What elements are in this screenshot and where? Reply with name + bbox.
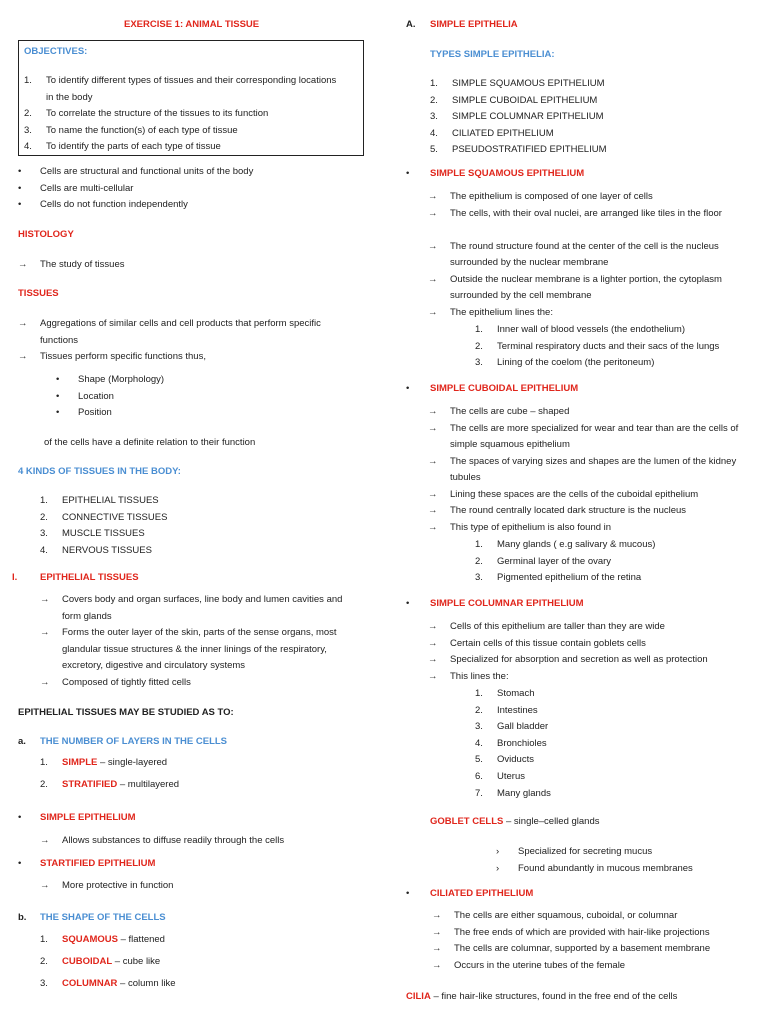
list-item: • SIMPLE CUBOIDAL EPITHELIUM xyxy=(406,381,746,398)
arrow-icon: → xyxy=(18,259,28,270)
chevron-right-icon: › xyxy=(496,846,500,857)
goblet-cells-definition: GOBLET CELLS – single–celled glands xyxy=(430,816,600,827)
list-item: • Shape (Morphology) xyxy=(56,372,256,389)
list-item: → The spaces of varying sizes and shapes are the lumen of the kidney tubules xyxy=(428,455,737,484)
types-list xyxy=(430,76,730,159)
cell-bullets xyxy=(18,164,358,214)
list-item: • CILIATED EPITHELIUM xyxy=(406,886,746,903)
tissues-heading: TISSUES xyxy=(18,288,59,299)
arrow-icon: → xyxy=(432,943,442,955)
list-item: 2. CUBOIDAL – cube like xyxy=(40,956,161,967)
bullet-icon: • xyxy=(18,166,22,177)
list-item: → Forms the outer layer of the skin, parts of the sense organs, most glandular tissue structures & the inner linings of the respiratory, excretory, digestive and circulatory systems xyxy=(40,627,337,671)
list-item: → The study of tissues xyxy=(18,257,358,274)
list-item: → The round structure found at the center of the cell is the nucleus surrounded by the nuclear membrane xyxy=(428,240,719,269)
section-a-label: A. xyxy=(406,19,416,30)
list-item: 1. SQUAMOUS – flattened xyxy=(40,934,165,945)
list-item: → The cells, with their oval nuclei, are arranged like tiles in the floor xyxy=(428,206,758,239)
types-heading: TYPES SIMPLE EPITHELIA: xyxy=(430,49,555,60)
list-item: 4. NERVOUS TISSUES xyxy=(40,544,152,556)
list-item: 4. Bronchioles xyxy=(475,737,547,749)
list-item: 3. To name the function(s) of each type of tissue xyxy=(24,124,238,136)
bullet-icon: • xyxy=(406,168,410,179)
arrow-icon: → xyxy=(40,835,50,846)
list-item: → Cells of this epithelium are taller than they are wide xyxy=(428,619,758,636)
epithelial-list xyxy=(40,592,362,691)
simple-epithelium-section xyxy=(18,810,358,827)
subsection-a-label: a. xyxy=(18,736,26,747)
list-item: 3. MUSCLE TISSUES xyxy=(40,528,145,540)
ciliated-section xyxy=(406,886,746,903)
list-item: › Specialized for secreting mucus xyxy=(496,844,756,861)
list-item: 5. Oviducts xyxy=(475,754,534,766)
arrow-icon: → xyxy=(432,926,442,938)
arrow-icon: → xyxy=(428,240,438,252)
cuboidal-section xyxy=(406,381,746,398)
bullet-icon: • xyxy=(406,383,410,394)
list-item: → This lines the: xyxy=(428,669,758,686)
list-item: 2. To correlate the structure of the tissues to its function xyxy=(24,108,269,119)
simple-epithelium-list xyxy=(40,833,360,850)
stratified-epithelium-list xyxy=(40,878,360,895)
arrow-icon: → xyxy=(428,521,438,533)
arrow-icon: → xyxy=(428,306,438,318)
list-item: 4. CILIATED EPITHELIUM xyxy=(430,127,554,139)
arrow-icon: → xyxy=(428,273,438,285)
cilia-definition: CILIA – fine hair-like structures, found in the free end of the cells xyxy=(406,991,678,1002)
tissues-note: of the cells have a definite relation to their function xyxy=(44,437,256,448)
columnar-sublist xyxy=(475,686,755,802)
list-item: 1. SIMPLE SQUAMOUS EPITHELIUM xyxy=(430,78,605,89)
list-item: • SIMPLE SQUAMOUS EPITHELIUM xyxy=(406,166,746,183)
list-item: → The cells are columnar, supported by a basement membrane xyxy=(432,941,762,958)
arrow-icon: → xyxy=(428,207,438,219)
arrow-icon: → xyxy=(18,318,28,329)
squamous-list xyxy=(428,189,758,321)
layers-list xyxy=(40,755,340,794)
list-item: 2. Germinal layer of the ovary xyxy=(475,555,612,567)
cuboidal-list xyxy=(428,404,758,536)
list-item: • Position xyxy=(56,405,256,422)
columnar-section xyxy=(406,596,746,613)
tissues-sublist xyxy=(56,372,256,422)
bullet-icon: • xyxy=(406,888,410,899)
list-item: → Composed of tightly fitted cells xyxy=(40,675,362,692)
arrow-icon: → xyxy=(428,621,438,632)
cuboidal-sublist xyxy=(475,537,755,587)
list-item: → The cells are cube – shaped xyxy=(428,404,758,421)
bullet-icon: • xyxy=(406,598,410,609)
list-item: • STARTIFIED EPITHELIUM xyxy=(18,856,358,873)
list-item: 3. Lining of the coelom (the peritoneum) xyxy=(475,357,655,369)
list-item: → Lining these spaces are the cells of the cuboidal epithelium xyxy=(428,487,758,504)
list-item: 2. Intestines xyxy=(475,704,538,716)
arrow-icon: → xyxy=(428,654,438,666)
objectives-list xyxy=(24,73,354,156)
arrow-icon: → xyxy=(18,351,28,362)
list-item: → More protective in function xyxy=(40,878,360,895)
list-item: 7. Many glands xyxy=(475,787,551,799)
list-item: • Cells are multi-cellular xyxy=(18,181,358,198)
list-item: 5. PSEUDOSTRATIFIED EPITHELIUM xyxy=(430,144,607,156)
list-item: → Allows substances to diffuse readily through the cells xyxy=(40,833,360,850)
arrow-icon: → xyxy=(428,488,438,500)
goblet-list xyxy=(496,844,756,877)
list-item: 2. CONNECTIVE TISSUES xyxy=(40,511,168,523)
list-item: → The epithelium lines the: xyxy=(428,305,758,322)
list-item: → Specialized for absorption and secretion as well as protection xyxy=(428,652,758,669)
page-title: EXERCISE 1: ANIMAL TISSUE xyxy=(124,19,260,30)
histology-heading: HISTOLOGY xyxy=(18,229,74,240)
arrow-icon: → xyxy=(40,676,50,688)
list-item: 4. To identify the parts of each type of tissue xyxy=(24,141,221,153)
arrow-icon: → xyxy=(432,910,442,921)
list-item: 3. Gall bladder xyxy=(475,721,549,733)
list-item: 1. Inner wall of blood vessels (the endothelium) xyxy=(475,324,685,335)
section-i-heading: EPITHELIAL TISSUES xyxy=(40,572,139,583)
arrow-icon: → xyxy=(40,594,50,605)
bullet-icon: • xyxy=(56,390,60,402)
bullet-icon: • xyxy=(18,199,22,211)
list-item: 1. SIMPLE – single-layered xyxy=(40,757,168,768)
list-item: → This type of epithelium is also found in xyxy=(428,520,758,537)
list-item: → Tissues perform specific functions thus, xyxy=(18,349,358,366)
arrow-icon: → xyxy=(428,455,438,467)
arrow-icon: → xyxy=(428,191,438,202)
arrow-icon: → xyxy=(432,959,442,971)
list-item: 2. STRATIFIED – multilayered xyxy=(40,779,180,790)
list-item: 1. To identify different types of tissues and their corresponding locations in the body xyxy=(24,75,337,103)
arrow-icon: → xyxy=(428,406,438,417)
arrow-icon: → xyxy=(428,670,438,682)
list-item: 6. Uterus xyxy=(475,770,525,782)
list-item: → Covers body and organ surfaces, line body and lumen cavities and form glands xyxy=(40,594,343,622)
subsection-a-heading: THE NUMBER OF LAYERS IN THE CELLS xyxy=(40,736,228,747)
list-item: 1. Stomach xyxy=(475,688,535,699)
shapes-list xyxy=(40,932,340,993)
subsection-b-label: b. xyxy=(18,912,27,923)
stratified-epithelium-section xyxy=(18,856,358,873)
list-item: → Outside the nuclear membrane is a lighter portion, the cytoplasm surrounded by the cell membrane xyxy=(428,273,722,302)
arrow-icon: → xyxy=(428,505,438,517)
kinds-heading: 4 KINDS OF TISSUES IN THE BODY: xyxy=(18,466,181,477)
list-item: • Cells do not function independently xyxy=(18,197,358,214)
subsection-b-heading: THE SHAPE OF THE CELLS xyxy=(40,912,166,923)
objectives-heading: OBJECTIVES: xyxy=(24,46,88,57)
bullet-icon: • xyxy=(18,182,22,194)
list-item: • Cells are structural and functional units of the body xyxy=(18,164,358,181)
list-item: › Found abundantly in mucous membranes xyxy=(496,861,756,878)
kinds-list xyxy=(40,493,340,559)
list-item: → The epithelium is composed of one layer of cells xyxy=(428,189,758,206)
bullet-icon: • xyxy=(56,407,60,419)
list-item: → The cells are more specialized for wear and tear than are the cells of simple squamous epithelium xyxy=(428,422,739,451)
arrow-icon: → xyxy=(40,627,50,638)
list-item: → The round centrally located dark structure is the nucleus xyxy=(428,503,758,520)
chevron-right-icon: › xyxy=(496,862,500,874)
list-item: 2. SIMPLE CUBOIDAL EPITHELIUM xyxy=(430,94,598,106)
tissues-list xyxy=(18,316,358,366)
section-i-number: I. xyxy=(12,572,18,583)
arrow-icon: → xyxy=(40,880,50,891)
list-item: 3. SIMPLE COLUMNAR EPITHELIUM xyxy=(430,111,604,123)
arrow-icon: → xyxy=(428,637,438,649)
list-item: 1. Many glands ( e.g salivary & mucous) xyxy=(475,539,656,550)
list-item: → Aggregations of similar cells and cell products that perform specific functions xyxy=(18,318,321,346)
list-item: 3. Pigmented epithelium of the retina xyxy=(475,572,642,584)
bullet-icon: • xyxy=(18,858,22,869)
squamous-section xyxy=(406,166,746,183)
list-item: 1. EPITHELIAL TISSUES xyxy=(40,495,159,506)
list-item: 2. Terminal respiratory ducts and their sacs of the lungs xyxy=(475,340,720,352)
squamous-sublist xyxy=(475,322,755,372)
list-item: → The cells are either squamous, cuboidal, or columnar xyxy=(432,908,762,925)
list-item: 3. COLUMNAR – column like xyxy=(40,978,176,989)
list-item: • SIMPLE COLUMNAR EPITHELIUM xyxy=(406,596,746,613)
studied-heading: EPITHELIAL TISSUES MAY BE STUDIED AS TO: xyxy=(18,707,234,718)
ciliated-list xyxy=(432,908,762,974)
bullet-icon: • xyxy=(18,812,22,823)
list-item: → Occurs in the uterine tubes of the female xyxy=(432,958,762,975)
bullet-icon: • xyxy=(56,374,60,385)
section-a-heading: SIMPLE EPITHELIA xyxy=(430,19,518,30)
list-item: • Location xyxy=(56,389,256,406)
list-item: • SIMPLE EPITHELIUM xyxy=(18,810,358,827)
histology-list xyxy=(18,257,358,274)
list-item: → The free ends of which are provided with hair-like projections xyxy=(432,925,762,942)
list-item: → Certain cells of this tissue contain goblets cells xyxy=(428,636,758,653)
arrow-icon: → xyxy=(428,422,438,434)
columnar-list xyxy=(428,619,758,685)
